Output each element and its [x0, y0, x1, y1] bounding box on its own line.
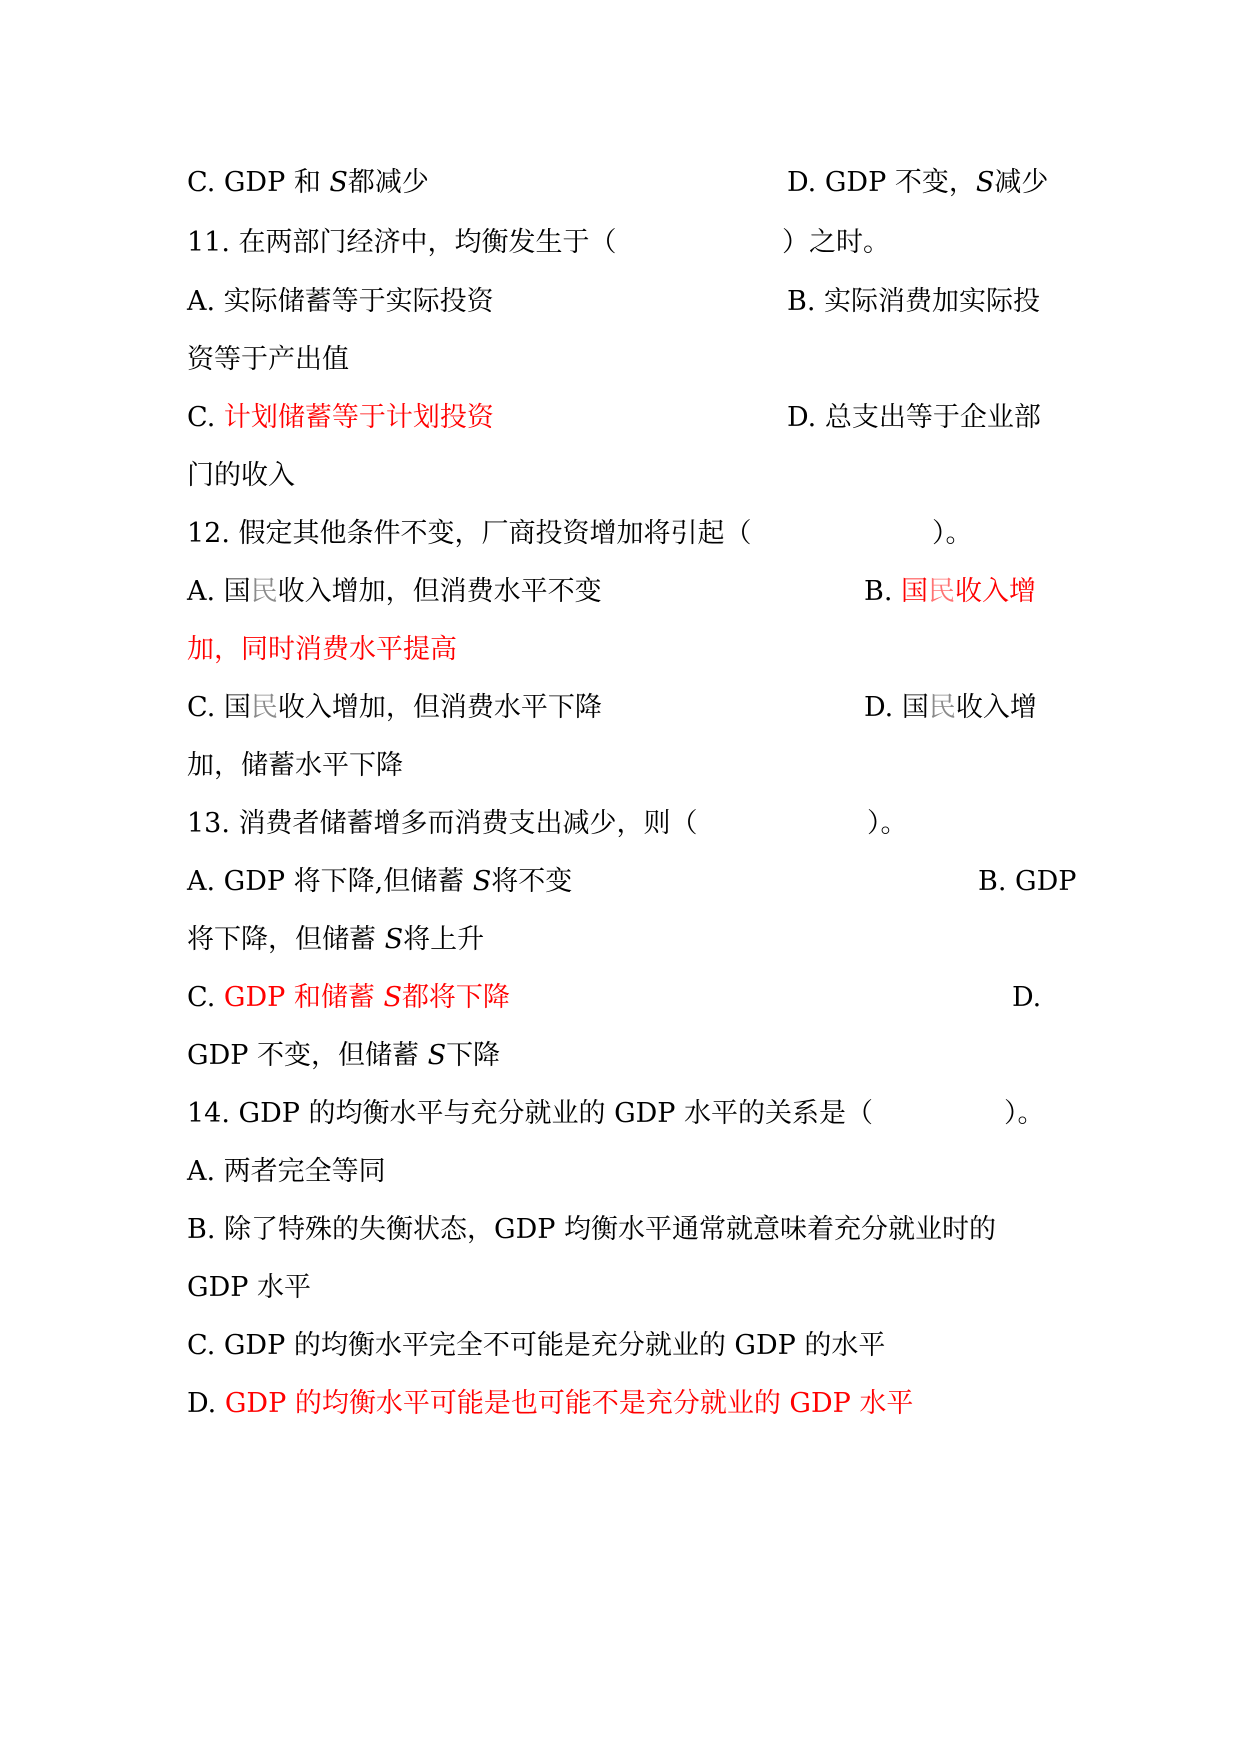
q12-option-d-min: 民 [928, 692, 956, 723]
q10-option-d-post: 减少 [994, 167, 1049, 198]
q13-option-d: D. [1012, 982, 1042, 1013]
q13-option-a-s: S [472, 866, 492, 897]
q14-option-d [187, 1384, 913, 1424]
q12-option-c-min: 民 [250, 692, 278, 723]
q12-option-c-post: 收入增加，但消费水平下降 [277, 692, 602, 723]
q13-option-d-cont-pre: GDP 不变，但储蓄 [187, 1040, 428, 1071]
q14-option-b: B. 除了特殊的失衡状态，GDP 均衡水平通常就意味着充分就业时的 [187, 1214, 996, 1245]
q10-option-c [187, 163, 429, 203]
q14-option-a: A. 两者完全等同 [187, 1156, 386, 1187]
q11-option-a: A. 实际储蓄等于实际投资 [187, 286, 494, 317]
q10-option-d [787, 163, 1048, 203]
q11-option-c-label: C. [187, 402, 224, 433]
q12-option-d-continued: 加，储蓄水平下降 [187, 750, 403, 781]
q11-stem-pre: 11. 在两部门经济中，均衡发生于（ [187, 227, 617, 258]
q11-option-b: B. 实际消费加实际投 [787, 286, 1041, 317]
q12-option-c-label: C. [187, 692, 224, 723]
q12-stem-post: ）。 [932, 518, 973, 549]
q11-option-b-continued: 资等于产出值 [187, 344, 349, 375]
q10-option-c-s: S [329, 167, 348, 198]
q11-option-d: D. 总支出等于企业部 [787, 402, 1041, 433]
q12-option-a-label: A. [187, 576, 224, 607]
q12-option-d-post: 收入增 [955, 692, 1037, 723]
q13-option-b-cont-s: S [384, 924, 404, 955]
q12-option-b [864, 572, 1036, 612]
q13-option-c [187, 978, 510, 1018]
q14-option-d-label: D. [187, 1388, 225, 1419]
q13-option-d-cont-post: 下降 [446, 1040, 501, 1071]
q13-option-d-continued [187, 1036, 500, 1076]
q12-option-a-guo: 国 [223, 576, 251, 607]
q12-option-c [187, 688, 602, 728]
q14-stem-post: ）。 [1004, 1098, 1045, 1129]
q12-option-d-guo: 国 [901, 692, 929, 723]
q13-option-b-cont-post: 将上升 [403, 924, 485, 955]
q12-option-b-guo: 国 [901, 576, 929, 607]
q12-option-c-guo: 国 [223, 692, 251, 723]
q13-option-c-pre: GDP 和储蓄 [223, 982, 384, 1013]
q13-option-c-label: C. [187, 982, 224, 1013]
q12-option-b-post: 收入增 [955, 576, 1037, 607]
q12-option-a-post: 收入增加，但消费水平不变 [277, 576, 602, 607]
q13-option-a [187, 862, 572, 902]
q11-option-d-continued: 门的收入 [187, 460, 295, 491]
q12-option-b-label: B. [864, 576, 902, 607]
q12-option-d [864, 688, 1037, 728]
q14-stem-pre: 14. GDP 的均衡水平与充分就业的 GDP 水平的关系是（ [187, 1098, 874, 1129]
q13-option-c-s: S [383, 982, 402, 1013]
q10-option-c-post: 都减少 [347, 167, 429, 198]
q12-option-b-continued: 加，同时消费水平提高 [187, 634, 457, 665]
q13-option-b: B. GDP [978, 866, 1077, 897]
q13-option-d-cont-s: S [427, 1040, 447, 1071]
q13-option-c-post: 都将下降 [401, 982, 510, 1013]
q13-stem-post: ）。 [867, 808, 908, 839]
q13-option-a-post: 将不变 [491, 866, 573, 897]
q10-option-d-s: S [975, 167, 995, 198]
q12-option-a-min: 民 [250, 576, 278, 607]
q11-option-c-text: 计划储蓄等于计划投资 [223, 402, 494, 433]
q14-option-d-text: GDP 的均衡水平可能是也可能不是充分就业的 GDP 水平 [224, 1388, 914, 1419]
q14-option-b-continued: GDP 水平 [187, 1272, 311, 1303]
q13-option-a-pre: A. GDP 将下降,但储蓄 [187, 866, 473, 897]
q11-stem-post: ）之时。 [782, 227, 890, 258]
q12-option-a [187, 572, 602, 612]
q12-stem-pre: 12. 假定其他条件不变，厂商投资增加将引起（ [187, 518, 752, 549]
q10-option-c-pre: C. GDP 和 [187, 167, 330, 198]
q11-option-c [187, 398, 494, 438]
q13-stem-pre: 13. 消费者储蓄增多而消费支出减少，则（ [187, 808, 698, 839]
q12-option-b-min: 民 [928, 576, 956, 607]
q10-option-d-pre: D. GDP 不变， [787, 167, 976, 198]
q13-option-b-cont-pre: 将下降，但储蓄 [187, 924, 385, 955]
q14-option-c: C. GDP 的均衡水平完全不可能是充分就业的 GDP 的水平 [187, 1330, 886, 1361]
q12-option-d-label: D. [864, 692, 902, 723]
q13-option-b-continued [187, 920, 484, 960]
